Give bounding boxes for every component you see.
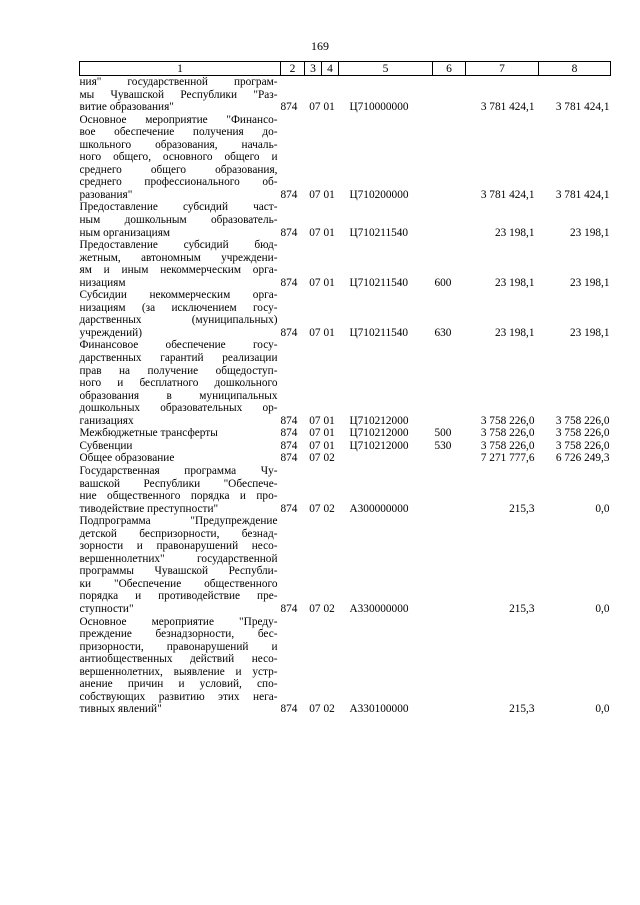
item-name-line: детской беспризорности, безнад-: [79, 527, 278, 540]
amount-year-2: 3 781 424,1: [555, 101, 610, 114]
item-name-line: Основное мероприятие "Финансо-: [79, 113, 278, 126]
item-name: [80, 440, 281, 453]
item-name-line: ным дошкольным образователь-: [79, 214, 278, 227]
subsection-code: 01: [323, 188, 335, 201]
item-name-line: низациям: [79, 276, 126, 289]
item-name-line: ного общего, основного общего и: [79, 151, 278, 164]
column-header: 2: [281, 62, 305, 76]
item-name-line: ния" государственной програм-: [79, 76, 278, 88]
item-name-line: Субсидии некоммерческим орга-: [79, 289, 278, 302]
item-name-line: порядка и противодействие пре-: [79, 590, 278, 603]
subsection-code: 02: [323, 502, 335, 515]
item-name-line: среднего общего образования,: [79, 163, 278, 176]
item-name-line: разования": [79, 188, 133, 201]
target-article-code: [339, 452, 433, 465]
table-row: [80, 616, 611, 716]
ministry-code: 874: [280, 414, 298, 427]
amount-year-2: 0,0: [595, 602, 610, 615]
table-row: [80, 339, 611, 427]
page-number: 169: [311, 39, 329, 53]
amount-year-1: 215,3: [509, 502, 535, 515]
column-header: 6: [433, 62, 466, 76]
item-name-line: Государственная программа Чу-: [79, 464, 278, 477]
item-name-line: мы Чувашской Республики "Раз-: [79, 88, 278, 101]
item-name: [80, 616, 281, 716]
item-name: [80, 239, 281, 289]
item-name-line: преждение безнадзорности, бес-: [79, 628, 278, 641]
item-name-line: Финансовое обеспечение госу-: [79, 339, 278, 352]
expense-type-code: 630: [434, 326, 452, 339]
target-article-code: А330000000: [349, 602, 409, 615]
amount-year-1: 23 198,1: [494, 276, 535, 289]
ministry-code: 874: [280, 427, 298, 440]
ministry-code: 874: [280, 602, 298, 615]
amount-year-1: 7 271 777,6: [480, 452, 535, 465]
target-article-code: Ц710211540: [349, 326, 409, 339]
item-name-line: прав на получение общедоступ-: [79, 364, 278, 377]
table-row: [80, 201, 611, 239]
ministry-code: 874: [280, 101, 298, 114]
ministry-code: 874: [280, 276, 298, 289]
table-row: [80, 114, 611, 202]
item-name-line: антиобщественных действий несо-: [79, 653, 278, 666]
table-row: [80, 289, 611, 339]
item-name-line: ние общественного порядка и про-: [79, 490, 278, 503]
subsection-code: 02: [323, 602, 335, 615]
item-name-line: ям и иным некоммерческим орга-: [79, 264, 278, 277]
amount-year-2: 0,0: [595, 502, 610, 515]
amount-year-2: 0,0: [595, 703, 610, 716]
expense-type-code: [433, 515, 466, 615]
amount-year-2: 23 198,1: [569, 226, 610, 239]
item-name-line: Подпрограмма "Предупреждение: [79, 515, 278, 528]
section-code: 07: [309, 188, 321, 201]
expense-type-code: [433, 201, 466, 239]
ministry-code: 874: [280, 439, 298, 452]
amount-year-2: 23 198,1: [569, 326, 610, 339]
item-name-line: учреждений): [79, 326, 142, 339]
section-code: 07: [309, 452, 321, 465]
item-name-line: вашской Республики "Обеспече-: [79, 477, 278, 490]
subsection-code: 01: [323, 427, 335, 440]
budget-table: [79, 61, 611, 716]
item-name: [80, 465, 281, 515]
expense-type-code: [433, 114, 466, 202]
amount-year-1: 3 758 226,0: [480, 414, 535, 427]
amount-year-2: 23 198,1: [569, 276, 610, 289]
amount-year-1: 215,3: [509, 602, 535, 615]
item-name-line: ганизациях: [79, 414, 134, 427]
section-code: 07: [309, 703, 321, 716]
target-article-code: Ц710211540: [349, 226, 409, 239]
item-name-line: ки "Обеспечение общественного: [79, 577, 278, 590]
item-name-line: дарственных (муниципальных): [79, 314, 278, 327]
expense-type-code: [433, 76, 466, 114]
item-name-line: витие образования": [79, 101, 174, 114]
column-header: 3: [305, 62, 322, 76]
subsection-code: 01: [323, 326, 335, 339]
expense-type-code: [433, 452, 466, 465]
item-name: [80, 201, 281, 239]
column-header: 7: [466, 62, 539, 76]
item-name: [80, 114, 281, 202]
table-row: [80, 452, 611, 465]
section-code: 07: [309, 414, 321, 427]
subsection-code: 02: [323, 452, 335, 465]
ministry-code: 874: [280, 188, 298, 201]
subsection-code: 01: [323, 439, 335, 452]
amount-year-2: 3 781 424,1: [555, 188, 610, 201]
subsection-code: 01: [323, 226, 335, 239]
item-name-line: образования в муниципальных: [79, 389, 278, 402]
amount-year-1: 215,3: [509, 703, 535, 716]
table-row: [80, 427, 611, 440]
amount-year-1: 23 198,1: [494, 226, 535, 239]
ministry-code: 874: [280, 502, 298, 515]
expense-type-code: [433, 616, 466, 716]
amount-year-2: 3 758 226,0: [555, 427, 610, 440]
expense-type-code: 500: [434, 427, 452, 440]
section-code: 07: [309, 101, 321, 114]
amount-year-1: 23 198,1: [494, 326, 535, 339]
target-article-code: Ц710212000: [349, 427, 409, 440]
expense-type-code: [433, 339, 466, 427]
expense-type-code: 530: [434, 439, 452, 452]
section-code: 07: [309, 427, 321, 440]
item-name-line: ступности": [79, 602, 134, 615]
section-code: 07: [309, 439, 321, 452]
item-name-line: анение причин и условий, спо-: [79, 678, 278, 691]
item-name-line: тиводействие преступности": [79, 502, 219, 515]
item-name-line: жетным, автономным учреждени-: [79, 251, 278, 264]
ministry-code: 874: [280, 703, 298, 716]
item-name-line: Основное мероприятие "Преду-: [79, 615, 278, 628]
item-name-line: ного и бесплатного дошкольного: [79, 377, 278, 390]
item-name-line: вершеннолетних" государственной: [79, 552, 278, 565]
table-row: [80, 515, 611, 615]
target-article-code: А330100000: [349, 703, 409, 716]
subsection-code: 01: [323, 414, 335, 427]
table-row: [80, 440, 611, 453]
subsection-code: 01: [323, 276, 335, 289]
item-name: [80, 452, 281, 465]
item-name-line: Предоставление субсидий бюд-: [79, 239, 278, 252]
item-name-line: дошкольных образовательных ор-: [79, 402, 278, 415]
target-article-code: Ц710212000: [349, 439, 409, 452]
item-name-line: зорности и правонарушений несо-: [79, 540, 278, 553]
item-name: [80, 427, 281, 440]
section-code: 07: [309, 502, 321, 515]
subsection-code: 02: [323, 703, 335, 716]
target-article-code: Ц710212000: [349, 414, 409, 427]
item-name-line: призорности, правонарушений и: [79, 640, 278, 653]
item-name-line: низациям (за исключением госу-: [79, 301, 278, 314]
item-name-line: программы Чувашской Республи-: [79, 565, 278, 578]
amount-year-1: 3 781 424,1: [480, 188, 535, 201]
table-row: [80, 76, 611, 114]
target-article-code: Ц710200000: [349, 188, 409, 201]
item-name-line: вершеннолетних, выявление и устр-: [79, 665, 278, 678]
item-name: [80, 339, 281, 427]
item-name: [80, 515, 281, 615]
column-header: 8: [539, 62, 611, 76]
section-code: 07: [309, 276, 321, 289]
section-code: 07: [309, 326, 321, 339]
item-name-line: вое обеспечение получения до-: [79, 126, 278, 139]
subsection-code: 01: [323, 101, 335, 114]
table-header-row: [80, 62, 611, 76]
item-name-line: собствующих развитию этих нега-: [79, 690, 278, 703]
item-name-line: ным организациям: [79, 226, 171, 239]
ministry-code: 874: [280, 326, 298, 339]
target-article-code: Ц710211540: [349, 276, 409, 289]
column-header: 4: [322, 62, 339, 76]
item-name-line: среднего профессионального об-: [79, 176, 278, 189]
item-name: [80, 76, 281, 114]
table-row: [80, 465, 611, 515]
item-name-line: школьного образования, началь-: [79, 138, 278, 151]
expense-type-code: 600: [434, 276, 452, 289]
column-header: 1: [80, 62, 281, 76]
amount-year-1: 3 758 226,0: [480, 427, 535, 440]
amount-year-2: 3 758 226,0: [555, 439, 610, 452]
amount-year-2: 3 758 226,0: [555, 414, 610, 427]
item-name-line: Общее образование: [79, 452, 175, 465]
target-article-code: А300000000: [349, 502, 409, 515]
amount-year-1: 3 781 424,1: [480, 101, 535, 114]
item-name-line: Межбюджетные трансферты: [79, 427, 218, 440]
ministry-code: 874: [280, 452, 298, 465]
expense-type-code: [433, 465, 466, 515]
section-code: 07: [309, 602, 321, 615]
column-header: 5: [339, 62, 433, 76]
item-name-line: тивных явлений": [79, 703, 162, 716]
item-name-line: Предоставление субсидий част-: [79, 201, 278, 214]
table-row: [80, 239, 611, 289]
amount-year-2: 6 726 249,3: [555, 452, 610, 465]
target-article-code: Ц710000000: [349, 101, 409, 114]
item-name-line: Субвенции: [79, 439, 133, 452]
section-code: 07: [309, 226, 321, 239]
item-name: [80, 289, 281, 339]
ministry-code: 874: [280, 226, 298, 239]
item-name-line: дарственных гарантий реализации: [79, 352, 278, 365]
amount-year-1: 3 758 226,0: [480, 439, 535, 452]
